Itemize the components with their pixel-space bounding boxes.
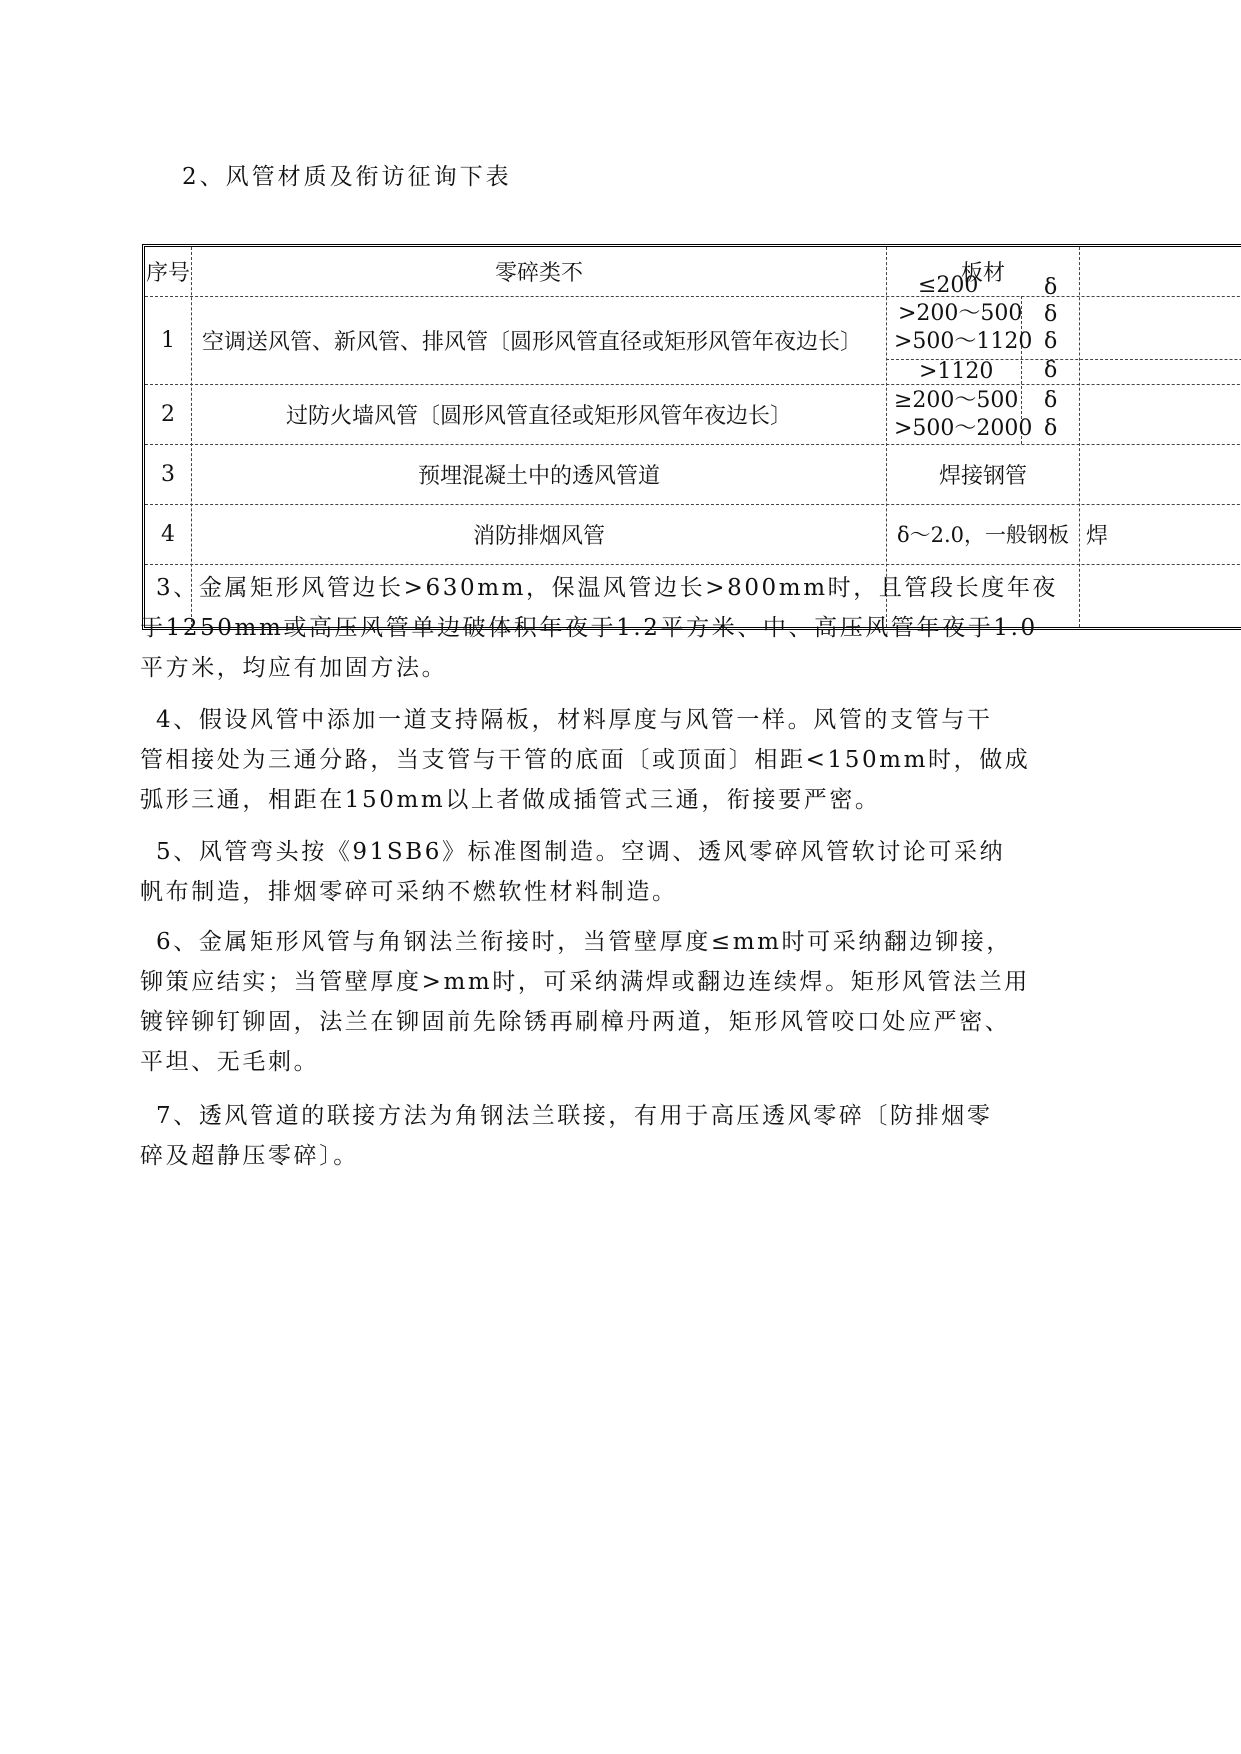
text-line: 帆布制造，排烟零碎可采纳不燃软性材料制造。: [140, 879, 678, 905]
header-no: 序号: [145, 261, 190, 286]
row-1-no: 1: [161, 327, 175, 353]
text-line: 7、透风管道的联接方法为角钢法兰联接，有用于高压透风零碎〔防排烟零: [156, 1103, 993, 1129]
header-category: 零碎类不: [494, 261, 583, 286]
text-line: 6、金属矩形风管与角钢法兰衔接时，当管壁厚度≤mm时可采纳翻边铆接，: [156, 929, 1012, 955]
delta-symbol: δ: [1044, 275, 1058, 300]
text-line: 碎及超静压零碎〕。: [140, 1143, 359, 1169]
row-3-no: 3: [161, 461, 175, 487]
paragraph-5: [140, 832, 1106, 912]
delta-symbol: δ: [1044, 302, 1058, 327]
text-line: 平坦、无毛刺。: [140, 1049, 320, 1075]
row-4-extra: 焊: [1086, 523, 1109, 549]
row-2-category: 过防火墙风管〔圆形风管直径或矩形风管年夜边长〕: [285, 403, 792, 429]
row-1-category: 空调送风管、新风管、排风管〔圆形风管直径或矩形风管年夜边长〕: [202, 329, 863, 355]
header-board: 板材: [960, 261, 1005, 286]
row-2-size: ≥200～500: [894, 388, 1019, 413]
row-3-category: 预埋混凝土中的透风管道: [417, 463, 660, 489]
paragraph-6: [140, 922, 1106, 1082]
delta-symbol: δ: [1044, 329, 1058, 354]
text-line: 5、风管弯头按《91SB6》标准图制造。空调、透风零碎风管软讨论可采纳: [156, 839, 1006, 865]
section-heading: 2、风管材质及衔访征询下表: [182, 164, 512, 190]
row-4-category: 消防排烟风管: [472, 523, 605, 549]
paragraph-4: [140, 700, 1106, 820]
delta-symbol: δ: [1044, 416, 1058, 441]
delta-symbol: δ: [1044, 388, 1058, 413]
text-line: 镀锌铆钉铆固，法兰在铆固前先除锈再刷樟丹两道，矩形风管咬口处应严密、: [140, 1009, 1011, 1035]
text-line: 平方米，均应有加固方法。: [140, 655, 448, 681]
row-4-no: 4: [161, 521, 175, 547]
row-1-size: >200～500: [898, 301, 1023, 326]
text-line: 管相接处为三通分路，当支管与干管的底面〔或顶面〕相距<150mm时，做成: [140, 747, 1031, 773]
text-line: 铆策应结实；当管壁厚度>mm时，可采纳满焊或翻边连续焊。矩形风管法兰用: [140, 969, 1030, 995]
row-divider: [145, 564, 1241, 565]
row-1-size: ≤200: [918, 273, 979, 298]
row-4-board: δ～2.0，一般钢板: [896, 523, 1070, 547]
row-1-size: >500～1120: [894, 329, 1033, 354]
paragraph-7: [140, 1096, 1106, 1176]
text-line: 3、金属矩形风管边长>630mm，保温风管边长>800mm时，且管段长度年夜: [156, 575, 1059, 601]
row-2-no: 2: [161, 401, 175, 427]
row-1-size: >1120: [919, 359, 994, 384]
text-line: 于1250mm或高压风管单边破体积年夜于1.2平方米、中、高压风管年夜于1.0: [140, 615, 1038, 641]
delta-symbol: δ: [1044, 358, 1058, 383]
row-3-board: 焊接钢管: [938, 463, 1027, 489]
paragraph-3: [140, 568, 1106, 688]
text-line: 弧形三通，相距在150mm以上者做成插管式三通，衔接要严密。: [140, 787, 881, 813]
text-line: 4、假设风管中添加一道支持隔板，材料厚度与风管一样。风管的支管与干: [156, 707, 993, 733]
row-2-size: >500～2000: [894, 416, 1033, 441]
